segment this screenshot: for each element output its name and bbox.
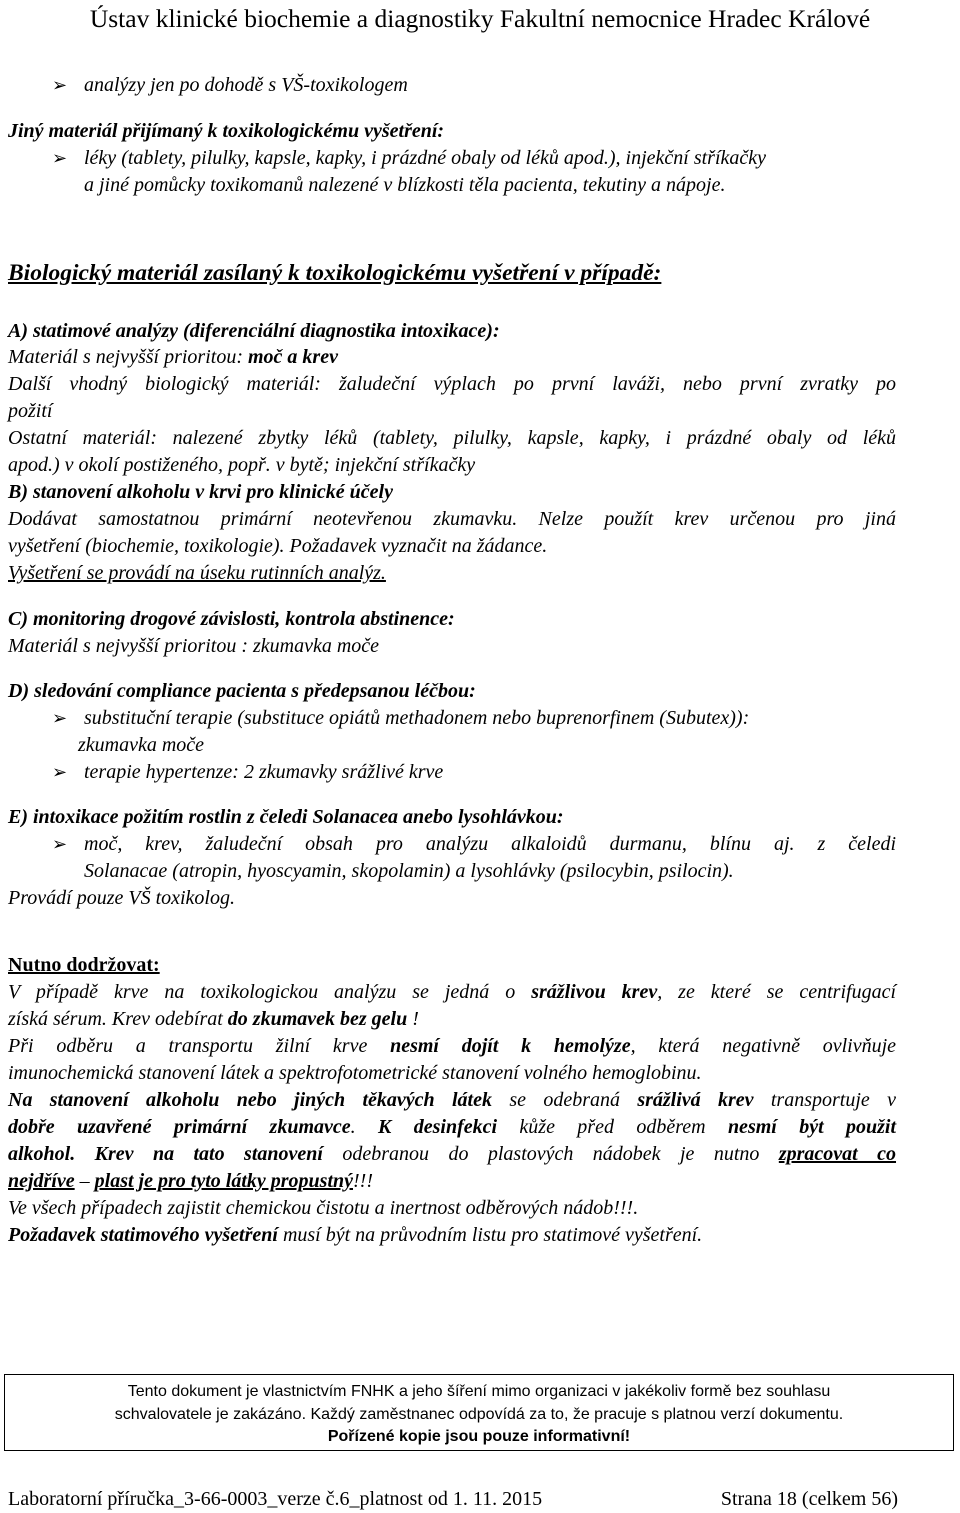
text-run: ! <box>407 1008 419 1030</box>
section-a-heading: A) statimové analýzy (diferenciální diagnostika intoxikace): <box>8 320 500 342</box>
text-run: K desinfekci <box>378 1116 498 1138</box>
footer-document-id: Laboratorní příručka_3-66-0003_verze č.6_platnost od 1. 11. 2015 <box>8 1488 543 1510</box>
text-run: srážlivou krev <box>531 981 658 1003</box>
section-a-priority <box>8 344 338 370</box>
text-run: transportuje v <box>753 1089 896 1111</box>
text-run: . <box>350 1116 379 1138</box>
text-run: odebranou do plastových nádobek je nutno <box>322 1143 779 1165</box>
notes-p1-line1 <box>8 979 896 1005</box>
text-run: nesmí být použit <box>727 1116 897 1138</box>
text-run: zpracovat co <box>778 1143 897 1165</box>
text-run: se odebraná <box>492 1089 638 1111</box>
text-run: nejdříve <box>8 1170 75 1192</box>
section-d-bullet-2: terapie hypertenze: 2 zkumavky srážlivé krve <box>84 761 444 783</box>
text-run: nesmí dojít k hemolýze <box>390 1035 631 1057</box>
arrow-bullet-icon: ➢ <box>52 762 68 782</box>
text-run: do zkumavek bez gelu <box>227 1008 408 1030</box>
arrow-bullet-icon: ➢ <box>52 708 68 728</box>
section-d-heading: D) sledování compliance pacienta s předepsanou léčbou: <box>8 680 476 702</box>
notes-p2-line2: imunochemická stanovení látek a spektrofotometrické stanovení volného hemoglobinu. <box>8 1062 702 1084</box>
arrow-bullet-icon: ➢ <box>52 75 68 95</box>
section-b-line3: Vyšetření se provádí na úseku rutinních analýz. <box>8 562 386 584</box>
notes-p4: Ve všech případech zajistit chemickou čistotu a inertnost odběrových nádob!!!. <box>8 1197 639 1219</box>
text-run: !!! <box>353 1170 373 1192</box>
arrow-bullet-icon: ➢ <box>52 148 68 168</box>
section-b-line2: vyšetření (biochemie, toxikologie). Požadavek vyznačit na žádance. <box>8 535 548 557</box>
section-title: Biologický materiál zasílaný k toxikologickému vyšetření v případě: <box>8 260 662 286</box>
text-run: získá sérum. Krev odebírat <box>8 1008 228 1030</box>
notice-line-3: Pořízené kopie jsou pouze informativní! <box>327 1428 631 1445</box>
section-e-bullet-line1: moč, krev, žaludeční obsah pro analýzu alkaloidů durmanu, blínu aj. z čeledi <box>84 833 896 855</box>
notes-p3-line2 <box>8 1114 896 1140</box>
section-b-line1: Dodávat samostatnou primární neotevřenou zkumavku. Nelze použít krev určenou pro jiná <box>8 508 896 530</box>
text-run: V případě krve na toxikologickou analýzu se jedná o <box>8 981 532 1003</box>
section-a-rest-line1: Ostatní materiál: nalezené zbytky léků (tablety, pilulky, kapsle, kapky, i prázdné obaly od léků <box>8 427 896 449</box>
text-run: kůže před odběrem <box>497 1116 728 1138</box>
notes-heading: Nutno dodržovat: <box>8 954 160 976</box>
priority-value: moč a krev <box>247 346 338 368</box>
page-footer <box>8 1486 898 1512</box>
section-d-bullet-1-line2: zkumavka moče <box>78 734 205 756</box>
section-c-line1: Materiál s nejvyšší prioritou : zkumavka moče <box>8 635 380 657</box>
notes-p3-line4 <box>8 1168 373 1194</box>
notes-p3-line3 <box>8 1141 896 1167</box>
section-a-rest-line2: apod.) v okolí postiženého, popř. v bytě; injekční stříkačky <box>8 454 476 476</box>
section-e-line3: Provádí pouze VŠ toxikolog. <box>8 887 235 909</box>
footer-page-number: Strana 18 (celkem 56) <box>720 1488 898 1510</box>
section-c-heading: C) monitoring drogové závislosti, kontrola abstinence: <box>8 608 455 630</box>
section-a-other-line2: požití <box>8 400 53 422</box>
notice-line-1: Tento dokument je vlastnictvím FNHK a jeho šíření mimo organizaci v jakékoliv formě bez souhlasu <box>127 1383 831 1400</box>
text-run: plast je pro tyto látky propustný <box>94 1170 353 1192</box>
section-e-heading: E) intoxikace požitím rostlin z čeledi Solanacea anebo lysohlávkou: <box>8 806 564 828</box>
intro-bullet-2-line2: a jiné pomůcky toxikomanů nalezené v blízkosti těla pacienta, tekutiny a nápoje. <box>84 174 726 196</box>
text-run: dobře uzavřené primární zkumavce <box>8 1116 351 1138</box>
notes-p2-line1 <box>8 1033 896 1059</box>
text-run: , ze které se centrifugací <box>657 981 897 1003</box>
text-run: – <box>74 1170 95 1192</box>
section-d-bullet-1-line1: substituční terapie (substituce opiátů methadonem nebo buprenorfinem (Subutex)): <box>84 707 750 729</box>
notice-line-2: schvalovatele je zakázáno. Každý zaměstnanec odpovídá za to, že pracuje s platnou verzí dokumentu. <box>114 1405 844 1423</box>
text-run: alkohol. Krev na tato stanovení <box>8 1143 323 1165</box>
text-run: , která negativně ovlivňuje <box>630 1035 897 1057</box>
notes-p1-line2 <box>8 1006 419 1032</box>
notes-p3-line1 <box>8 1087 896 1113</box>
text-run: musí být na průvodním listu pro statimové vyšetření. <box>277 1224 703 1246</box>
page-header: Ústav klinické biochemie a diagnostiky Fakultní nemocnice Hradec Králové <box>89 4 871 33</box>
ownership-notice-box <box>4 1374 954 1451</box>
section-b-heading: B) stanovení alkoholu v krvi pro klinické účely <box>8 481 393 503</box>
arrow-bullet-icon: ➢ <box>52 834 68 854</box>
notes-p5 <box>8 1222 702 1248</box>
text-run: Na stanovení alkoholu nebo jiných těkavých látek <box>8 1089 492 1111</box>
other-material-heading: Jiný materiál přijímaný k toxikologickému vyšetření: <box>8 120 445 142</box>
text-run: Při odběru a transportu žilní krve <box>8 1035 391 1057</box>
section-e-bullet-line2: Solanacae (atropin, hyoscyamin, skopolamin) a lysohlávky (psilocybin, psilocin). <box>84 860 734 882</box>
section-a-other-line1: Další vhodný biologický materiál: žaludeční výplach po první laváži, nebo první zvratky po <box>8 373 896 395</box>
intro-bullet-2-line1: léky (tablety, pilulky, kapsle, kapky, i prázdné obaly od léků apod.), injekční stříkačky <box>84 147 767 169</box>
text-run: srážlivá krev <box>637 1089 754 1111</box>
intro-bullet-1: analýzy jen po dohodě s VŠ-toxikologem <box>84 74 408 96</box>
text-run: Požadavek statimového vyšetření <box>8 1224 278 1246</box>
priority-label: Materiál s nejvyšší prioritou: <box>8 346 248 368</box>
